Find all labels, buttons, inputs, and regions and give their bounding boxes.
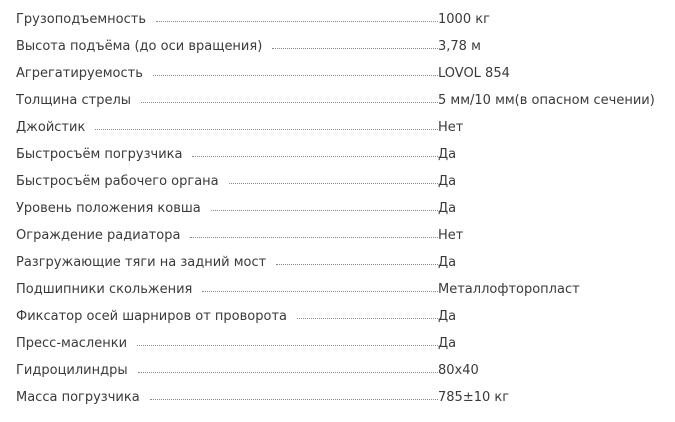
spec-row-unloading-rods xyxy=(16,249,666,276)
spec-label: Толщина стрелы xyxy=(16,93,132,108)
dotted-leader xyxy=(150,399,438,400)
dotted-leader xyxy=(229,183,438,184)
spec-label: Грузоподъемность xyxy=(16,12,147,27)
spec-value: Нет xyxy=(438,228,464,243)
spec-row-hydraulic-cylinders xyxy=(16,357,666,384)
spec-row-grease-fittings xyxy=(16,330,666,357)
spec-value: Да xyxy=(438,201,457,216)
dotted-leader xyxy=(202,291,438,292)
spec-row-pin-lock xyxy=(16,303,666,330)
spec-value: Да xyxy=(438,336,457,351)
spec-label: Фиксатор осей шарниров от проворота xyxy=(16,309,287,324)
spec-value: 5 мм/10 мм(в опасном сечении) xyxy=(438,93,655,108)
specifications-list xyxy=(16,6,666,411)
spec-row-loader-weight xyxy=(16,384,666,411)
spec-value: Нет xyxy=(438,120,464,135)
dotted-leader xyxy=(153,75,438,76)
spec-label: Агрегатируемость xyxy=(16,66,143,81)
spec-row-boom-thickness xyxy=(16,87,666,114)
spec-row-loader-quick-release xyxy=(16,141,666,168)
dotted-leader xyxy=(138,372,438,373)
spec-value: Металлофторопласт xyxy=(438,282,580,297)
spec-value: 3,78 м xyxy=(438,39,481,54)
spec-label: Быстросъём погрузчика xyxy=(16,147,183,162)
dotted-leader xyxy=(297,318,438,319)
spec-label: Гидроцилиндры xyxy=(16,363,128,378)
dotted-leader xyxy=(137,345,438,346)
dotted-leader xyxy=(276,264,438,265)
spec-value: 1000 кг xyxy=(438,12,490,27)
spec-row-compatibility xyxy=(16,60,666,87)
spec-value: Да xyxy=(438,174,457,189)
spec-value: LOVOL 854 xyxy=(438,66,510,81)
spec-value: 785±10 кг xyxy=(438,390,510,405)
spec-value: Да xyxy=(438,147,457,162)
dotted-leader xyxy=(95,129,438,130)
spec-label: Масса погрузчика xyxy=(16,390,140,405)
spec-row-radiator-guard xyxy=(16,222,666,249)
spec-label: Ограждение радиатора xyxy=(16,228,181,243)
spec-row-joystick xyxy=(16,114,666,141)
spec-row-bearings xyxy=(16,276,666,303)
dotted-leader xyxy=(211,210,438,211)
dotted-leader xyxy=(141,102,438,103)
spec-label: Быстросъём рабочего органа xyxy=(16,174,219,189)
spec-label: Пресс-масленки xyxy=(16,336,128,351)
spec-row-lift-height xyxy=(16,33,666,60)
spec-value: Да xyxy=(438,255,457,270)
dotted-leader xyxy=(156,21,438,22)
spec-row-bucket-level xyxy=(16,195,666,222)
spec-value: 80х40 xyxy=(438,363,479,378)
spec-row-tool-quick-release xyxy=(16,168,666,195)
spec-label: Высота подъёма (до оси вращения) xyxy=(16,39,263,54)
spec-label: Джойстик xyxy=(16,120,86,135)
dotted-leader xyxy=(192,156,438,157)
dotted-leader xyxy=(190,237,438,238)
spec-label: Подшипники скольжения xyxy=(16,282,193,297)
spec-value: Да xyxy=(438,309,457,324)
spec-label: Уровень положения ковша xyxy=(16,201,201,216)
spec-label: Разгружающие тяги на задний мост xyxy=(16,255,267,270)
spec-row-load-capacity xyxy=(16,6,666,33)
dotted-leader xyxy=(272,48,438,49)
